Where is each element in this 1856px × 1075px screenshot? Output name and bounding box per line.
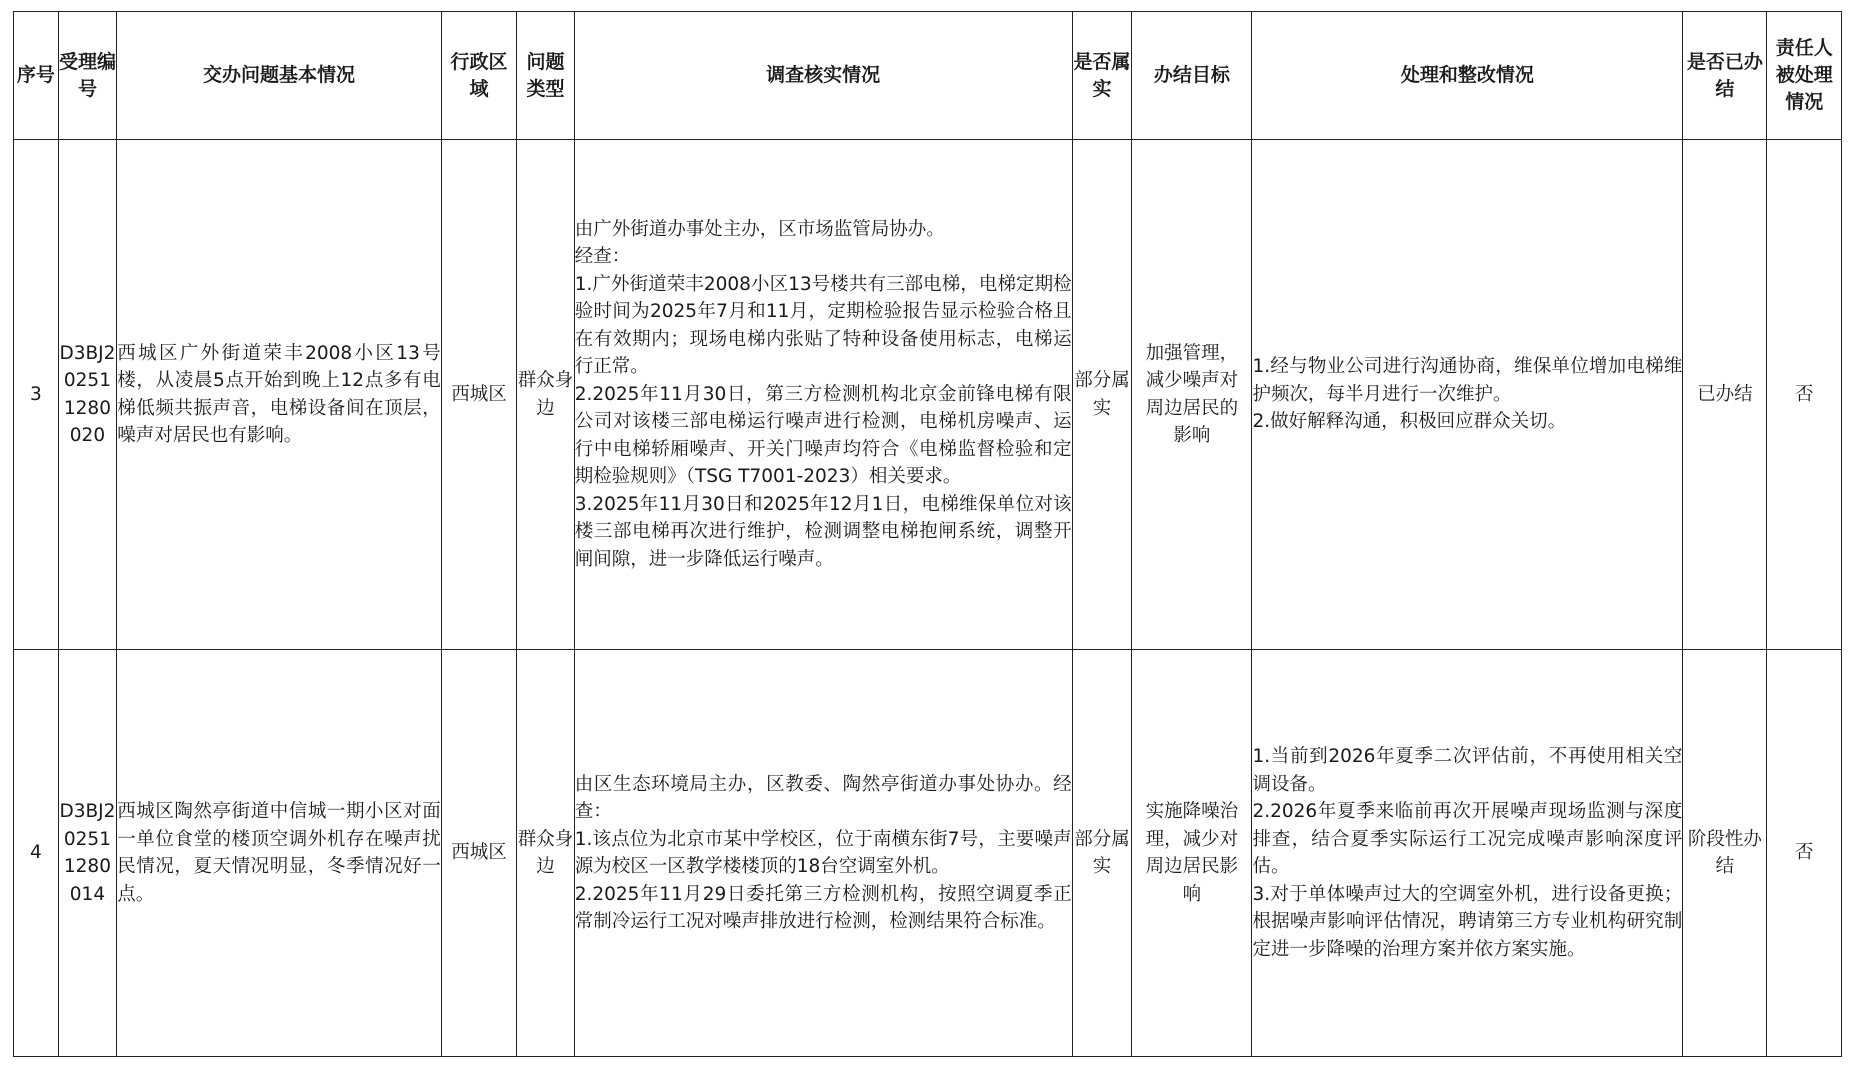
header-type: 问题类型 xyxy=(517,12,574,140)
handling-line: 1.当前到2026年夏季二次评估前，不再使用相关空调设备。 xyxy=(1252,746,1683,795)
cell-investigation xyxy=(574,140,1072,650)
investigation-line: 由广外街道办事处主办，区市场监管局协办。 xyxy=(574,218,945,240)
investigation-line: 2.2025年11月30日，第三方检测机构北京金前锋电梯有限公司对该楼三部电梯运行噪声进行检测，电梯机房噪声、运行中电梯轿厢噪声、开关门噪声均符合《电梯监督检验和定期检验规则》（TSG T7001-2023）相关要求。 xyxy=(574,383,1072,488)
handling-line: 2.做好解释沟通，积极回应群众关切。 xyxy=(1252,411,1567,433)
header-problem: 交办问题基本情况 xyxy=(117,12,442,140)
cell-accountability: 否 xyxy=(1767,140,1842,650)
header-investigation: 调查核实情况 xyxy=(574,12,1072,140)
cell-type: 群众身边 xyxy=(517,140,574,650)
header-closed: 是否已办结 xyxy=(1683,12,1767,140)
header-row xyxy=(14,12,1842,140)
header-verified: 是否属实 xyxy=(1072,12,1132,140)
header-handling: 处理和整改情况 xyxy=(1252,12,1683,140)
cell-accountability: 否 xyxy=(1767,650,1842,1057)
cell-type: 群众身边 xyxy=(517,650,574,1057)
cell-investigation xyxy=(574,650,1072,1057)
investigation-line: 经查： xyxy=(574,246,631,268)
cell-seq: 4 xyxy=(14,650,59,1057)
problem-text: 西城区陶然亭街道中信城一期小区对面一单位食堂的楼顶空调外机存在噪声扰民情况，夏天情况明显，冬季情况好一点。 xyxy=(117,801,441,905)
header-district: 行政区域 xyxy=(441,12,517,140)
cell-problem xyxy=(117,140,442,650)
cell-district: 西城区 xyxy=(441,140,517,650)
cell-closed: 阶段性办结 xyxy=(1683,650,1767,1057)
investigation-line: 1.该点位为北京市某中学校区，位于南横东街7号，主要噪声源为校区一区教学楼楼顶的18台空调室外机。 xyxy=(574,828,1072,877)
investigation-line: 2.2025年11月29日委托第三方检测机构，按照空调夏季正常制冷运行工况对噪声排放进行检测，检测结果符合标准。 xyxy=(574,883,1072,932)
cell-district: 西城区 xyxy=(441,650,517,1057)
handling-line: 1.经与物业公司进行沟通协商，维保单位增加电梯维护频次，每半月进行一次维护。 xyxy=(1252,356,1683,405)
cell-closed: 已办结 xyxy=(1683,140,1767,650)
header-accountability: 责任人被处理情况 xyxy=(1767,12,1842,140)
table-row xyxy=(14,140,1842,650)
cell-goal: 实施降噪治理，减少对周边居民影响 xyxy=(1132,650,1252,1057)
cell-id: D3BJ202511280020 xyxy=(58,140,117,650)
handling-line: 3.对于单体噪声过大的空调室外机，进行设备更换；根据噪声影响评估情况，聘请第三方专业机构研究制定进一步降噪的治理方案并依方案实施。 xyxy=(1252,883,1683,960)
problem-text: 西城区广外街道荣丰2008小区13号楼，从凌晨5点开始到晚上12点多有电梯低频共振声音，电梯设备间在顶层，噪声对居民也有影响。 xyxy=(117,342,441,446)
header-seq: 序号 xyxy=(14,12,59,140)
investigation-line: 3.2025年11月30日和2025年12月1日，电梯维保单位对该楼三部电梯再次进行维护，检测调整电梯抱闸系统，调整开闸间隙，进一步降低运行噪声。 xyxy=(574,493,1072,570)
handling-line: 2.2026年夏季来临前再次开展噪声现场监测与深度排查，结合夏季实际运行工况完成噪声影响深度评估。 xyxy=(1252,801,1683,877)
investigation-line: 由区生态环境局主办，区教委、陶然亭街道办事处协办。经查： xyxy=(574,773,1072,822)
cell-goal: 加强管理，减少噪声对周边居民的影响 xyxy=(1132,140,1252,650)
header-id: 受理编号 xyxy=(58,12,117,140)
cell-handling xyxy=(1252,650,1683,1057)
cell-verified: 部分属实 xyxy=(1072,650,1132,1057)
table-row xyxy=(14,650,1842,1057)
complaint-table xyxy=(13,11,1842,1057)
cell-verified: 部分属实 xyxy=(1072,140,1132,650)
cell-handling xyxy=(1252,140,1683,650)
cell-problem xyxy=(117,650,442,1057)
investigation-line: 1.广外街道荣丰2008小区13号楼共有三部电梯，电梯定期检验时间为2025年7月和11月，定期检验报告显示检验合格且在有效期内；现场电梯内张贴了特种设备使用标志，电梯运行正常。 xyxy=(574,273,1072,378)
cell-id: D3BJ202511280014 xyxy=(58,650,117,1057)
header-goal: 办结目标 xyxy=(1132,12,1252,140)
cell-seq: 3 xyxy=(14,140,59,650)
